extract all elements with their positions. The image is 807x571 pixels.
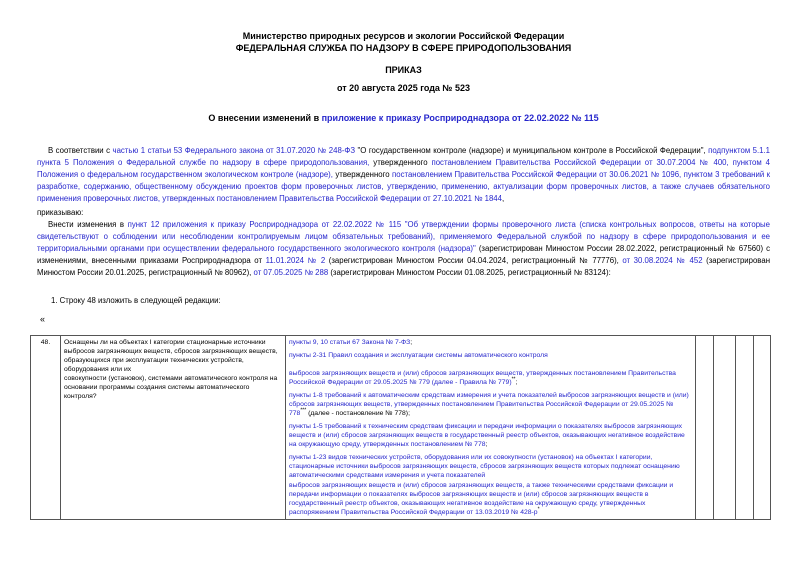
text-segment: ; [515,379,518,386]
doc-link[interactable]: выбросов загрязняющих веществ и (или) сбросов загрязняющих веществ, утвержденных постановлением Правительства Российской Федерации от 29.05.2025 № 779 (далее - Правила № 779) [289,370,676,386]
text-segment: В соответствии с [48,146,113,155]
reference-paragraph [289,453,692,480]
doc-subject [37,112,770,124]
doc-link[interactable]: пункты 1-8 требований к автоматическим средствам измерения и учета показателей выбросов загрязняющих веществ и (или) сбросов загрязняющих веществ, утвержденных постановлением Правительства Российской Федерации от 29.05.2025 № 778 [289,392,689,417]
order-paragraph [37,219,770,279]
text-segment: (зарегистрирован Минюстом России 04.04.2024, регистрационный № 77776), [328,256,623,265]
table-row-48 [31,336,771,520]
text-segment: (зарегистрирован Минюстом России 01.08.2025, регистрационный № 83124): [330,268,611,277]
row-number-cell: 48. [31,336,61,520]
service-name: ФЕДЕРАЛЬНАЯ СЛУЖБА ПО НАДЗОРУ В СФЕРЕ ПРИРОДОПОЛЬЗОВАНИЯ [235,43,572,53]
open-quote-mark: « [40,314,46,324]
text-segment: ** [511,376,516,383]
text-segment: Внести изменения в [48,220,128,229]
item-1-line: 1. Строку 48 изложить в следующей редакции: [51,296,221,305]
reference-paragraph [289,369,692,387]
text-segment: (далее - постановление № 778); [306,410,410,417]
doc-link[interactable]: от 07.05.2025 № 288 [253,268,331,277]
text-segment: О внесении изменений в [208,113,322,123]
text-segment: *** [300,407,307,414]
text-segment: утвержденного [373,158,432,167]
reference-paragraph [289,338,692,347]
doc-link[interactable]: постановлением Правительства Российской Федерации от 30.06.2021 № 1096, пунктом 3 требований к разработке, содержанию, общественному обсуждению проектов форм проверочных листов, утверждению, применению, актуализации форм проверочных листов, а также случаев обязательного применения проверочных листов, утвержденных постановлением Правительства Российской Федерации от 27.10.2021 № 1844 [37,170,771,203]
doc-type: ПРИКАЗ [385,65,422,75]
text-segment: "О государственном контроле (надзоре) и муниципальном контроле в Российской Федерации", [355,146,709,155]
doc-link[interactable]: пункты 1-23 видов технических устройств, оборудования или их совокупности (установок) на объектах I категории, стационарные источники выбросов загрязняющих веществ, сбросов загрязняющих веществ которых подлежат оснащению автоматическими средствами измерения и учета показателей [289,454,680,479]
doc-link[interactable]: приложение к приказу Росприроднадзора от 22.02.2022 № 115 [321,113,599,123]
text-segment: утвержденного [335,170,393,179]
doc-link[interactable]: выбросов загрязняющих веществ и (или) сбросов загрязняющих веществ, а также техническими средствами фиксации и передачи информации о показателях выбросов загрязняющих веществ и (или) сбросов загрязняющих веществ в государственный реестр объектов, оказывающих негативное воздействие на окружающую среду, утвержденных распоряжением Правительства Российской Федерации от 13.03.2019 № 428-р [289,482,674,516]
doc-link[interactable]: постановлением Правительства Российской Федерации от 30.07.2004 № 400, пунктом 4 Положения о федеральном государственном экологическом контроле (надзоре), [37,158,771,179]
checklist-table [30,335,771,520]
reference-paragraph [289,422,692,449]
doc-link[interactable]: частью 1 статьи 53 Федерального закона от 31.07.2020 № 248-ФЗ [112,146,356,155]
reference-paragraph [289,351,692,360]
resolve-word: приказываю: [37,208,84,217]
question-paragraph: Оснащены ли на объектах I категории стационарные источники выбросов загрязняющих веществ, сбросов загрязняющих веществ, образующихся при эксплуатации технических устройств, оборудования или их [64,339,278,373]
doc-link[interactable]: пункт 12 приложения к приказу Росприроднадзора от 22.02.2022 № 115 "Об утверждении формы проверочного листа (списка контрольных вопросов, ответы на которые свидетельствуют о соблюдении или несоблюдении контролируемым лицом обязательных требований), применяемого Федеральной службой по надзору в сфере природопользования и ее территориальными органами при осуществлении федерального государственного экологического контроля (надзора)" [37,220,770,253]
doc-link[interactable]: пункты 9, 10 статьи 67 Закона № 7-ФЗ [289,339,411,346]
reference-paragraph [289,391,692,418]
ministry-name: Министерство природных ресурсов и экологии Российской Федерации [242,31,565,41]
text-segment: ; [485,441,488,448]
question-paragraph: совокупности (установок), системами автоматического контроля на основании программы создания системы автоматического контроля? [64,375,278,400]
text-segment: (зарегистрирован Минюстом России 20.01.2025, регистрационный № 80962), [37,256,771,277]
doc-link[interactable]: 11.01.2024 № 2 [265,256,329,265]
preamble-paragraph [37,145,770,205]
doc-link[interactable]: пункты 2-31 Правил создания и эксплуатации системы автоматического контроля [289,352,548,359]
doc-link[interactable]: подпунктом 5.1.1 пункта 5 Положения о Федеральной службе по надзору в сфере природопользования, [37,146,771,167]
text-segment: , [501,194,505,203]
answer-cell-4 [754,336,771,520]
references-cell [286,336,696,520]
answer-cell-1 [696,336,714,520]
doc-link[interactable]: пункты 1-5 требований к техническим средствам фиксации и передачи информации о показателях выбросов загрязняющих веществ и (или) сбросов загрязняющих веществ в государственный реестр объектов, оказывающих негативное воздействие на окружающую среду, утвержденных постановлением № 778 [289,423,685,448]
answer-cell-3 [736,336,754,520]
question-cell [61,336,286,520]
text-segment: * [537,506,540,513]
answer-cell-2 [714,336,736,520]
text-segment: (зарегистрирован Минюстом России 28.02.2022, регистрационный № 67560) с изменениями, внесенными приказами Росприроднадзора от [37,244,771,265]
doc-date-number: от 20 августа 2025 года № 523 [337,83,470,93]
doc-link[interactable]: от 30.08.2024 № 452 [622,256,707,265]
reference-paragraph [289,481,692,517]
text-segment: ; [410,339,413,346]
